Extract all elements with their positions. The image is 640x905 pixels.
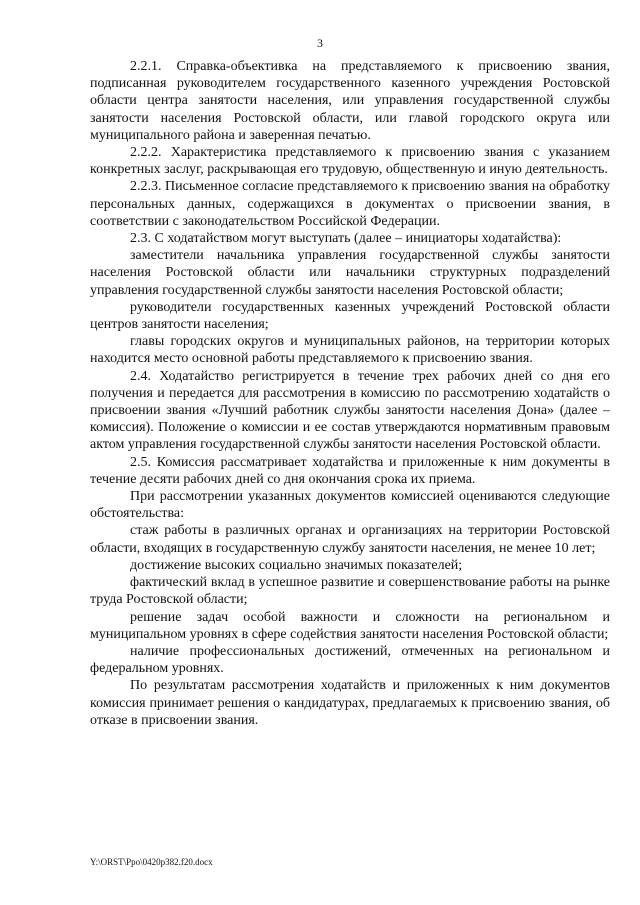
list-item-actual-contribution: фактический вклад в успешное развитие и совершенствование работы на рынке труда Ростовской области; — [90, 575, 610, 608]
list-item-heads-of-centers: руководители государственных казенных учреждений Ростовской области центров занятости населения; — [90, 299, 610, 333]
page-number: 3 — [317, 36, 323, 50]
list-item-special-tasks: решение задач особой важности и сложности на региональном и муниципальном уровнях в сфере содействия занятости населения Ростовской области; — [90, 609, 610, 642]
paragraph-2-3: 2.3. С ходатайством могут выступать (далее – инициаторы ходатайства): — [130, 231, 562, 247]
paragraph-2-5: 2.5. Комиссия рассматривает ходатайства и приложенные к ним документы в течение десяти рабочих дней со дня окончания срока их приема. — [90, 454, 610, 487]
paragraph-evaluation-intro: При рассмотрении указанных документов комиссией оцениваются следующие обстоятельства: — [90, 489, 610, 522]
paragraph-2-2-1: 2.2.1. Справка-объективка на представляемого к присвоению звания, подписанная руководителем государственного казенного учреждения Ростовской области центра занятости населения, или управления государственной службы занятости населения Ростовской области, или главой городского округа или муниципального района и заверенная печатью. — [90, 59, 610, 143]
list-item-work-experience: стаж работы в различных органах и организациях на территории Ростовской области, входящих в государственную службу занятости населения, не менее 10 лет; — [90, 523, 610, 556]
list-item-deputies: заместители начальника управления государственной службы занятости населения Ростовской области или начальники структурных подразделений управления государственной службы занятости населения Ростовской области; — [90, 248, 610, 298]
paragraph-2-2-3: 2.2.3. Письменное согласие представляемого к присвоению звания на обработку персональных данных, содержащихся в документах о присвоении звания, в соответствии с законодательством Российской Федерации. — [90, 179, 610, 229]
paragraph-2-4: 2.4. Ходатайство регистрируется в течение трех рабочих дней со дня его получения и передается для рассмотрения в комиссию по рассмотрению ходатайств о присвоении звания «Лучший работник службы занятости населения Дона» (далее – комиссия). Положение о комиссии и ее состав утверждаются нормативным правовым актом управления государственной службы занятости населения Ростовской области. — [90, 368, 610, 453]
list-item-heads-of-districts: главы городских округов и муниципальных районов, на территории которых находится место основной работы представляемого к присвоению звания. — [90, 334, 610, 367]
list-item-high-indicators: достижение высоких социально значимых показателей; — [130, 557, 463, 573]
document-body — [90, 58, 610, 729]
footer-file-path: Y:\ORST\Ppo\0420p382.f20.docx — [90, 857, 213, 867]
list-item-professional-achievements: наличие профессиональных достижений, отмеченных на региональном и федеральном уровнях. — [90, 643, 610, 677]
paragraph-2-2-2: 2.2.2. Характеристика представляемого к присвоению звания с указанием конкретных заслуг, раскрывающая его трудовую, общественную и иную деятельность. — [90, 145, 610, 178]
paragraph-commission-decision: По результатам рассмотрения ходатайств и приложенных к ним документов комиссия принимает решения о кандидатурах, предлагаемых к присвоению звания, об отказе в присвоении звания. — [90, 678, 610, 728]
